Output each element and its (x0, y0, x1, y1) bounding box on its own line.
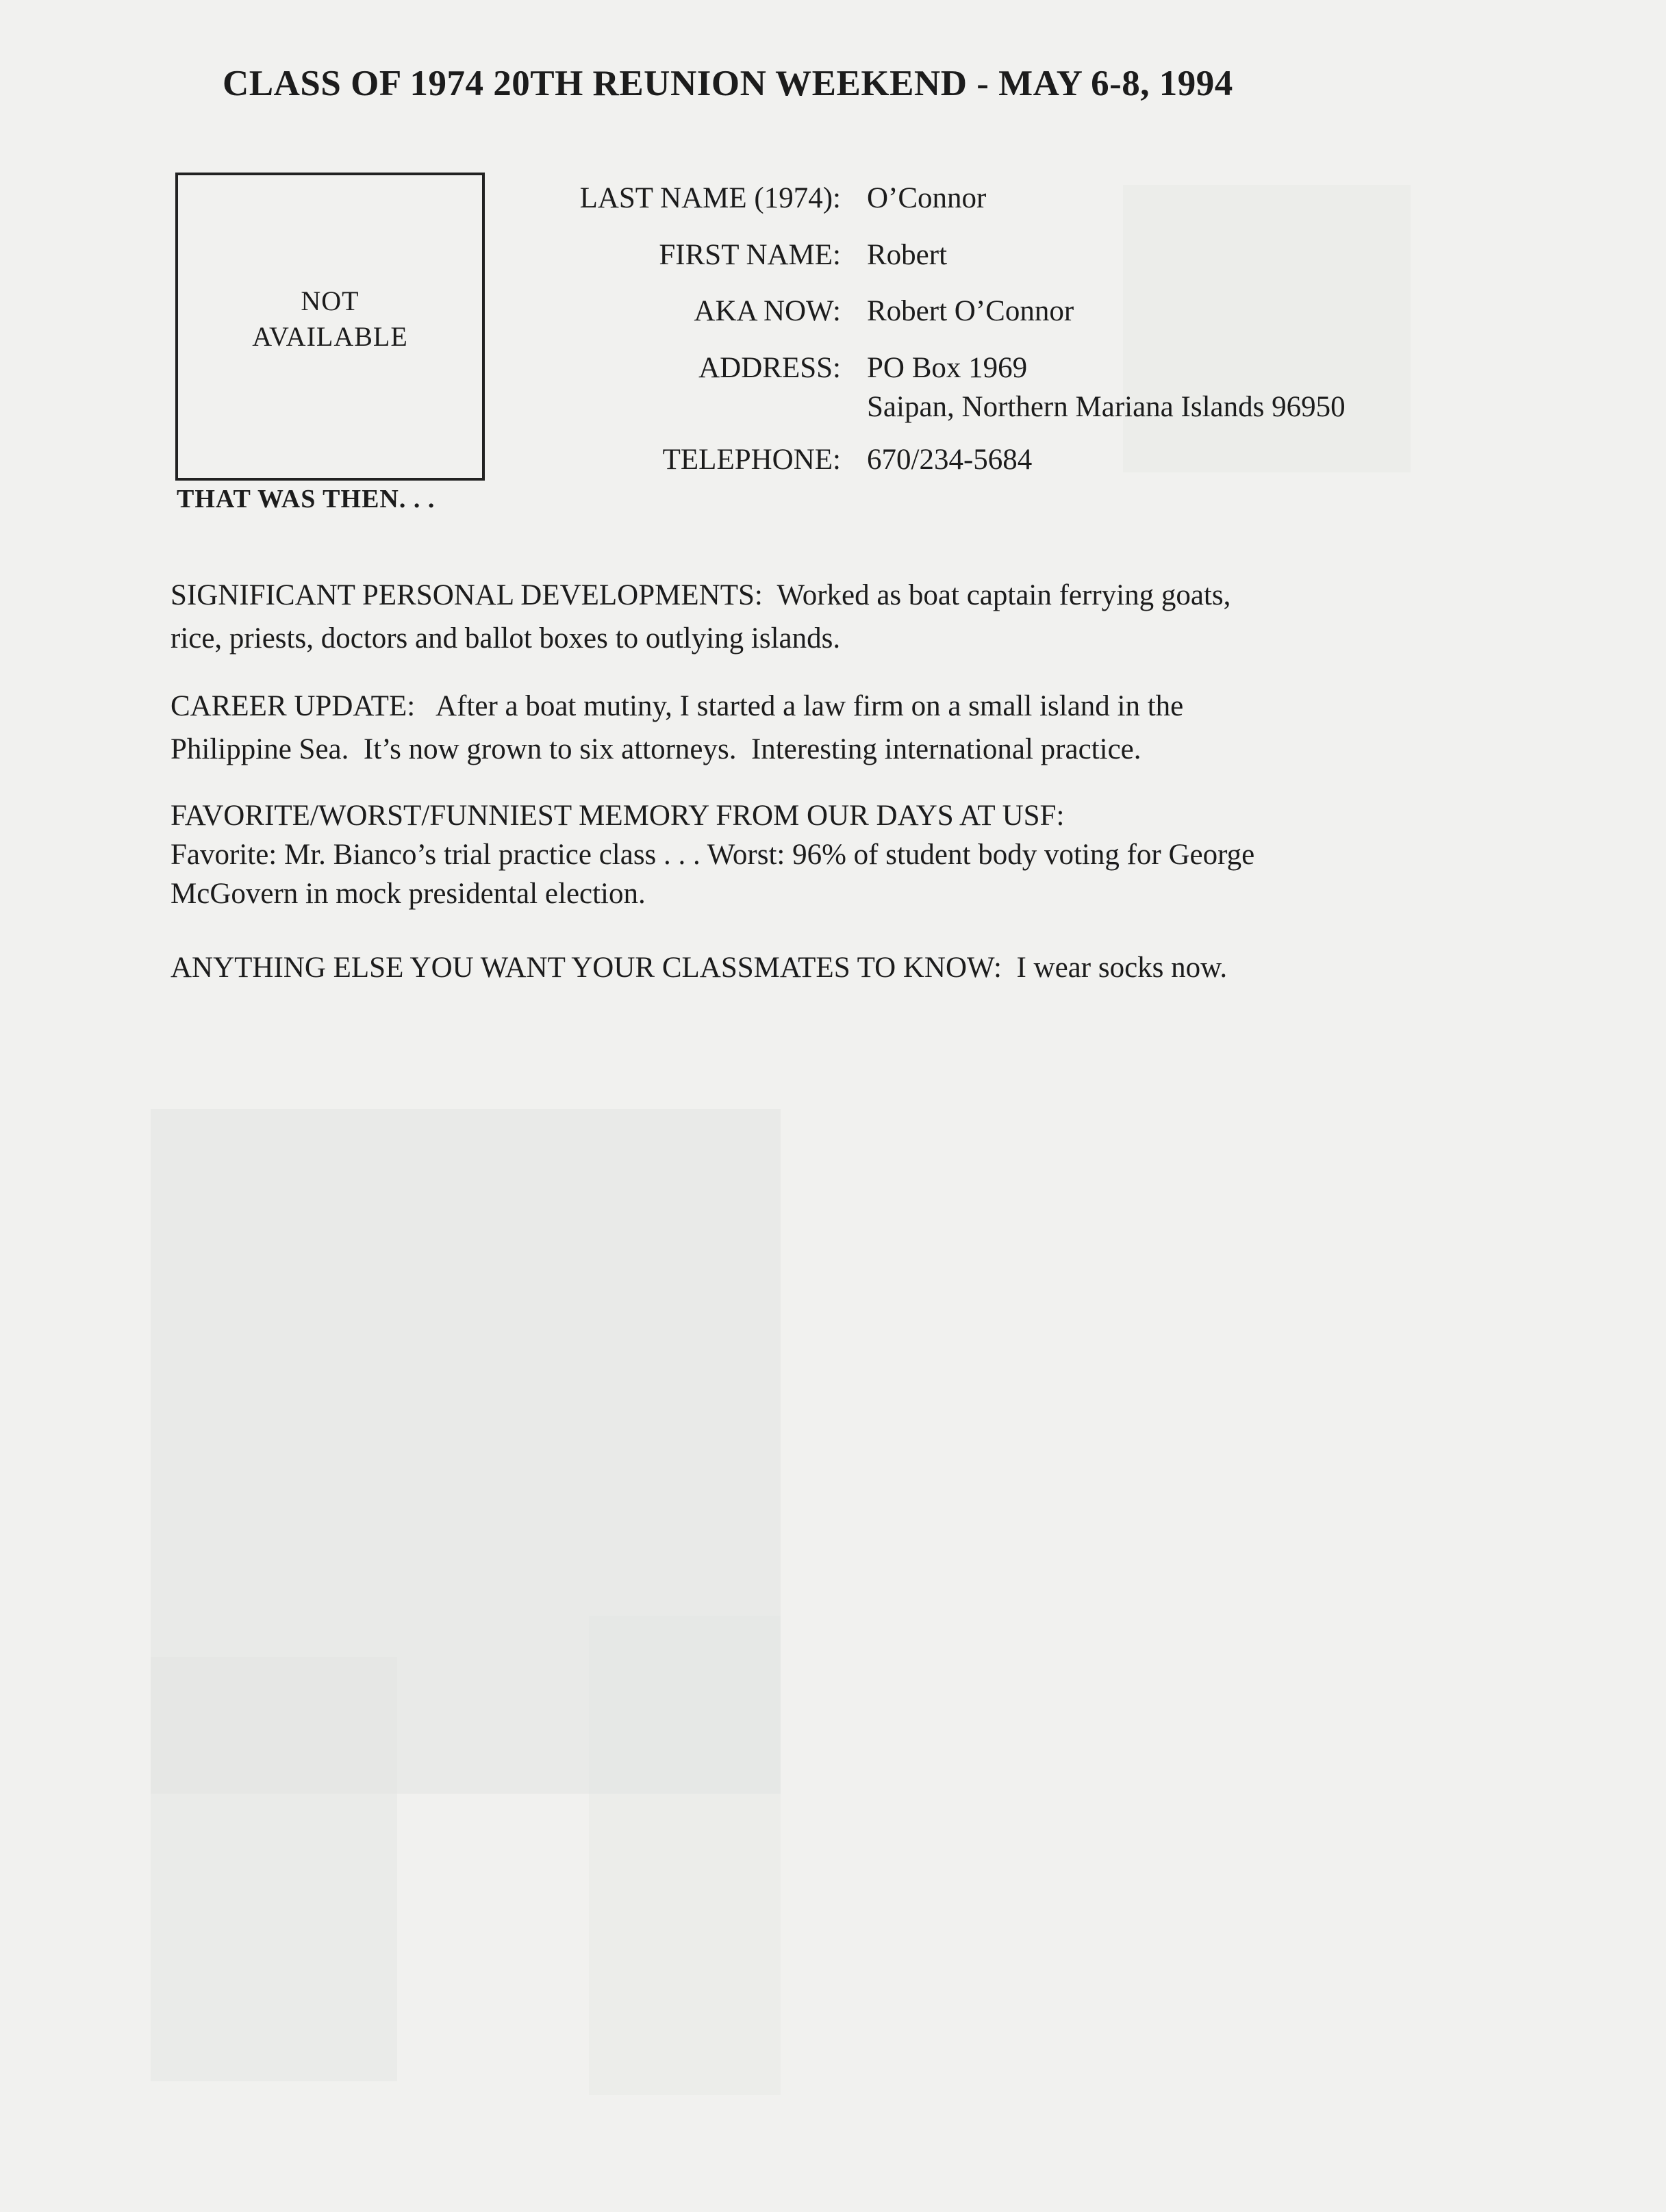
personal-developments-line1: SIGNIFICANT PERSONAL DEVELOPMENTS: Worked as boat captain ferrying goats, (171, 579, 1231, 611)
last-name-label: LAST NAME (1974): (579, 182, 841, 214)
bleed-through-photo-right (1123, 185, 1411, 472)
section-memory (171, 794, 1417, 915)
aka-now-label: AKA NOW: (694, 295, 841, 327)
bleed-through-photo-bottom-left (151, 1657, 397, 2081)
photo-not-text: NOT (301, 285, 359, 316)
address-label: ADDRESS: (698, 352, 841, 384)
memory-line1: Favorite: Mr. Bianco’s trial practice class . . . Worst: 96% of student body voting for George (171, 839, 1255, 871)
career-update-line1: CAREER UPDATE: After a boat mutiny, I started a law firm on a small island in the (171, 690, 1184, 722)
photo-available-text: AVAILABLE (252, 321, 408, 352)
aka-now-value: Robert O’Connor (867, 295, 1074, 327)
telephone-value: 670/234-5684 (867, 444, 1033, 476)
address-line1: PO Box 1969 (867, 352, 1028, 384)
first-name-value: Robert (867, 239, 948, 271)
memory-line2: McGovern in mock presidental election. (171, 878, 646, 910)
anything-else-text: ANYTHING ELSE YOU WANT YOUR CLASSMATES TO KNOW: I wear socks now. (171, 952, 1228, 984)
document-title: CLASS OF 1974 20TH REUNION WEEKEND - MAY 6-8, 1994 (223, 64, 1233, 103)
address-line2: Saipan, Northern Mariana Islands 96950 (867, 391, 1346, 423)
last-name-value: O’Connor (867, 182, 987, 214)
photo-placeholder-text (178, 283, 482, 355)
memory-heading: FAVORITE/WORST/FUNNIEST MEMORY FROM OUR DAYS AT USF: (171, 800, 1065, 832)
section-anything-else (171, 946, 1417, 989)
section-personal-developments (171, 574, 1417, 660)
photo-placeholder (175, 173, 485, 481)
career-update-line2: Philippine Sea. It’s now grown to six attorneys. Interesting international practice. (171, 733, 1141, 765)
first-name-label: FIRST NAME: (659, 239, 841, 271)
telephone-label: TELEPHONE: (662, 444, 841, 476)
photo-caption: THAT WAS THEN. . . (177, 485, 436, 513)
bleed-through-photo-bottom-mid (589, 1616, 781, 2095)
personal-developments-line2: rice, priests, doctors and ballot boxes to outlying islands. (171, 622, 841, 654)
section-career-update (171, 685, 1417, 771)
